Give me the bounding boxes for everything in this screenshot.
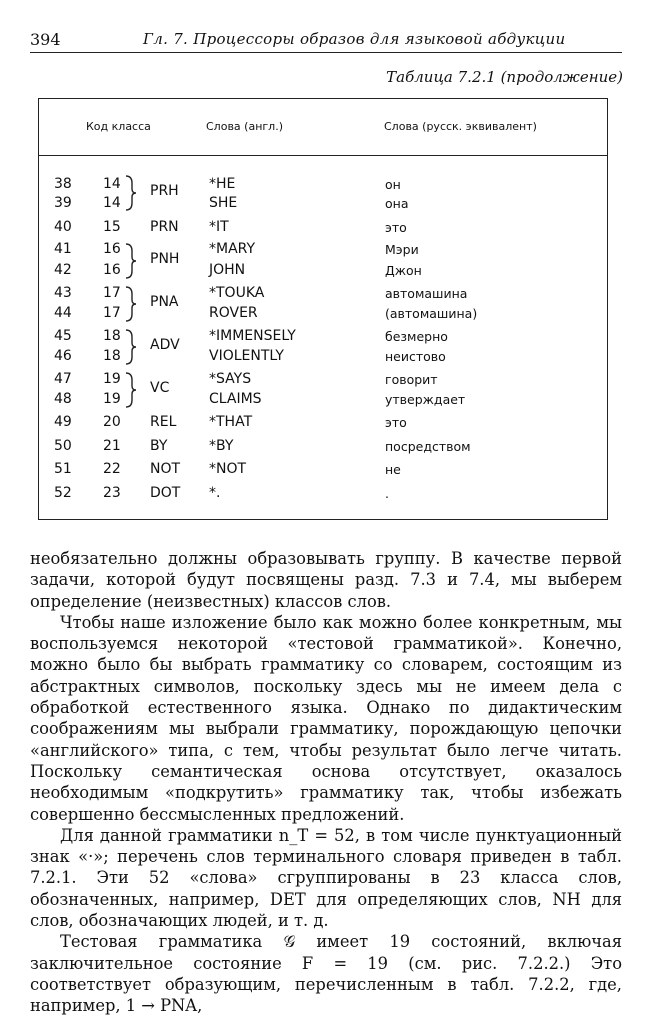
class-code: 17 <box>103 305 121 321</box>
russian-word: неистово <box>385 349 446 364</box>
russian-word: говорит <box>385 372 438 387</box>
class-code: 14 <box>103 195 121 211</box>
english-word: CLAIMS <box>209 391 262 407</box>
table-row <box>0 328 651 348</box>
english-word: *THAT <box>209 414 253 430</box>
english-word: JOHN <box>209 262 246 278</box>
russian-word: это <box>385 220 407 235</box>
class-label-adv: ADV <box>150 337 180 353</box>
russian-word: она <box>385 196 409 211</box>
row-number: 40 <box>54 219 72 235</box>
russian-word: утверждает <box>385 392 466 407</box>
brace-icon <box>124 242 138 280</box>
russian-word: (автомашина) <box>385 306 478 321</box>
class-code: 22 <box>103 461 121 477</box>
class-code: 14 <box>103 176 121 192</box>
row-number: 49 <box>54 414 72 430</box>
english-word: VIOLENTLY <box>209 348 284 364</box>
row-number: 52 <box>54 485 72 501</box>
class-label: BY <box>150 438 168 454</box>
russian-word: автомашина <box>385 286 468 301</box>
brace-icon <box>124 328 138 366</box>
table-row <box>0 262 651 282</box>
brace-icon <box>124 371 138 409</box>
class-label-pnh: PNH <box>150 251 180 267</box>
row-number: 46 <box>54 348 72 364</box>
table-row <box>0 371 651 391</box>
row-number: 45 <box>54 328 72 344</box>
russian-word: посредством <box>385 439 471 454</box>
class-code: 18 <box>103 328 121 344</box>
table-row <box>0 219 651 239</box>
class-label: NOT <box>150 461 181 477</box>
class-code: 16 <box>103 241 121 257</box>
paragraph: необязательно должны образовывать группу. В качестве первой задачи, которой будут посвящены разд. 7.3 и 7.4, мы выберем определение (неизвестных) классов слов. <box>30 549 622 611</box>
brace-icon <box>124 285 138 323</box>
row-number: 48 <box>54 391 72 407</box>
header-rule <box>30 52 622 53</box>
table-row <box>0 348 651 368</box>
english-word: *TOUKA <box>209 285 265 301</box>
class-code: 21 <box>103 438 121 454</box>
table-row <box>0 241 651 261</box>
class-label: PRN <box>150 219 179 235</box>
english-word: *IMMENSELY <box>209 328 296 344</box>
english-word: *NOT <box>209 461 247 477</box>
row-number: 42 <box>54 262 72 278</box>
table-caption: Таблица 7.2.1 (продолжение) <box>386 68 623 86</box>
class-label: REL <box>150 414 177 430</box>
table-header-rule <box>38 155 608 156</box>
row-number: 50 <box>54 438 72 454</box>
english-word: *. <box>209 485 221 501</box>
body-text <box>30 548 622 1017</box>
class-code: 16 <box>103 262 121 278</box>
table-row <box>0 195 651 215</box>
page-number: 394 <box>30 30 61 49</box>
russian-word: это <box>385 415 407 430</box>
table-row <box>0 485 651 505</box>
paragraph: Тестовая грамматика 𝒢 имеет 19 состояний, включая заключительное состояние F = 19 (см. рис. 7.2.2.) Это соответствует образующим, перечисленным в табл. 7.2.2, где, например, 1 → PNA, <box>30 932 622 1016</box>
table-row <box>0 305 651 325</box>
class-code: 17 <box>103 285 121 301</box>
paragraph: Для данной грамматики n_T = 52, в том числе пунктуационный знак «·»; перечень слов терминального словаря приведен в табл. 7.2.1. Эти 52 «слова» сгруппированы в 23 класса слов, обозначенных, например, DET для определяющих слов, NH для слов, обозначающих людей, и т. д. <box>30 825 622 931</box>
english-word: SHE <box>209 195 238 211</box>
russian-word: Мэри <box>385 242 419 257</box>
row-number: 47 <box>54 371 72 387</box>
brace-icon <box>124 174 138 212</box>
column-header-class-code: Код класса <box>86 120 151 133</box>
english-word: *BY <box>209 438 234 454</box>
row-number: 41 <box>54 241 72 257</box>
class-label-prh: PRH <box>150 183 179 199</box>
english-word: *MARY <box>209 241 256 257</box>
row-number: 43 <box>54 285 72 301</box>
class-label-vc: VC <box>150 380 170 396</box>
class-code: 23 <box>103 485 121 501</box>
class-code: 15 <box>103 219 121 235</box>
class-code: 20 <box>103 414 121 430</box>
russian-word: Джон <box>385 263 422 278</box>
table-row <box>0 391 651 411</box>
paragraph: Чтобы наше изложение было как можно более конкретным, мы воспользуемся некоторой «тестовой грамматикой». Конечно, можно было бы выбрать грамматику со словарем, состоящим из абстрактных символов, поскольку здесь мы не имеем дела с обработкой естественного языка. Однако по дидактическим соображениям мы выбрали грамматику, порождающую цепочки «английского» типа, с тем, чтобы результат было легче читать. Поскольку семантическая основа отсутствует, оказалось необходимым «подкрутить» грамматику так, чтобы избежать совершенно бессмысленных предложений. <box>30 612 622 824</box>
row-number: 39 <box>54 195 72 211</box>
row-number: 51 <box>54 461 72 477</box>
table-row <box>0 414 651 434</box>
class-label: DOT <box>150 485 181 501</box>
russian-word: не <box>385 462 401 477</box>
class-code: 19 <box>103 371 121 387</box>
column-header-russian-words: Слова (русск. эквивалент) <box>384 120 537 133</box>
table-row <box>0 176 651 196</box>
russian-word: он <box>385 177 401 192</box>
table-row <box>0 438 651 458</box>
running-title: Гл. 7. Процессоры образов для языковой абдукции <box>143 30 566 48</box>
english-word: *SAYS <box>209 371 252 387</box>
table-row <box>0 285 651 305</box>
class-code: 19 <box>103 391 121 407</box>
class-code: 18 <box>103 348 121 364</box>
table-row <box>0 461 651 481</box>
class-label-pna: PNA <box>150 294 179 310</box>
russian-word: безмерно <box>385 329 448 344</box>
english-word: ROVER <box>209 305 258 321</box>
english-word: *IT <box>209 219 229 235</box>
page-header <box>30 22 622 48</box>
column-header-english-words: Слова (англ.) <box>206 120 283 133</box>
english-word: *HE <box>209 176 236 192</box>
row-number: 44 <box>54 305 72 321</box>
row-number: 38 <box>54 176 72 192</box>
russian-word: . <box>385 486 389 501</box>
